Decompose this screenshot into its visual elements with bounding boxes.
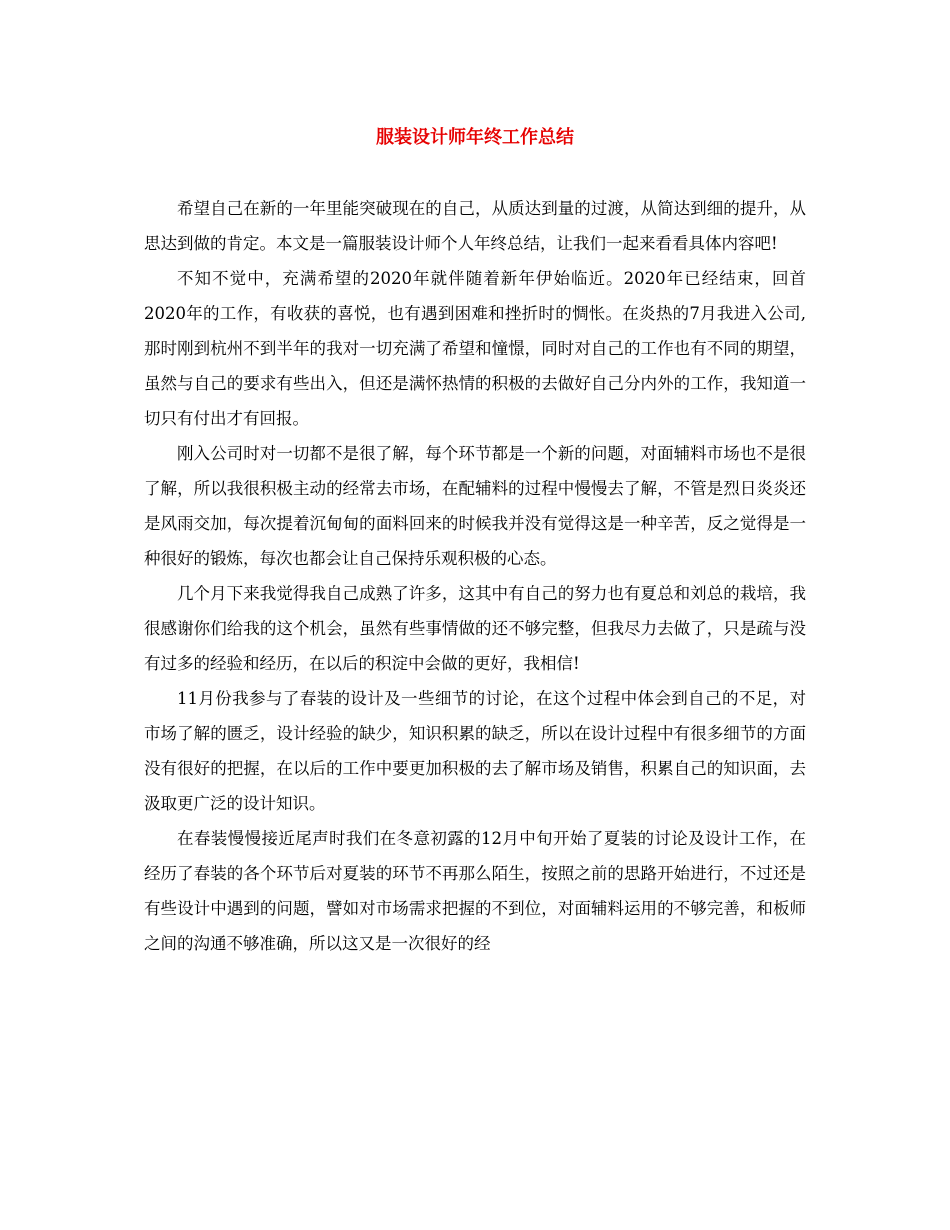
document-body	[144, 191, 806, 961]
paragraph: 刚入公司时对一切都不是很了解，每个环节都是一个新的问题，对面辅料市场也不是很了解，所以我很积极主动的经常去市场，在配辅料的过程中慢慢去了解，不管是烈日炎炎还是风雨交加，每次提着沉甸甸的面料回来的时候我并没有觉得这是一种辛苦，反之觉得是一种很好的锻炼，每次也都会让自己保持乐观积极的心态。	[144, 444, 806, 568]
document-title: 服装设计师年终工作总结	[376, 127, 574, 148]
paragraph: 在春装慢慢接近尾声时我们在冬意初露的12月中旬开始了夏装的讨论及设计工作，在经历了春装的各个环节后对夏装的环节不再那么陌生，按照之前的思路开始进行，不过还是有些设计中遇到的问题，譬如对市场需求把握的不到位，对面辅料运用的不够完善，和板师之间的沟通不够准确，所以这又是一次很好的经	[144, 829, 806, 953]
paragraph: 几个月下来我觉得我自己成熟了许多，这其中有自己的努力也有夏总和刘总的栽培，我很感谢你们给我的这个机会，虽然有些事情做的还不够完整，但我尽力去做了，只是疏与没有过多的经验和经历，在以后的积淀中会做的更好，我相信!	[144, 584, 806, 673]
paragraph: 11月份我参与了春装的设计及一些细节的讨论，在这个过程中体会到自己的不足，对市场了解的匮乏，设计经验的缺少，知识积累的缺乏，所以在设计过程中有很多细节的方面没有很好的把握，在以后的工作中要更加积极的去了解市场及销售，积累自己的知识面，去汲取更广泛的设计知识。	[144, 689, 806, 813]
paragraph: 希望自己在新的一年里能突破现在的自己，从质达到量的过渡，从简达到细的提升，从思达到做的肯定。本文是一篇服装设计师个人年终总结，让我们一起来看看具体内容吧!	[144, 199, 806, 253]
paragraph: 不知不觉中，充满希望的2020年就伴随着新年伊始临近。2020年已经结束，回首2020年的工作，有收获的喜悦，也有遇到困难和挫折时的惆怅。在炎热的7月我进入公司,那时刚到杭州不到半年的我对一切充满了希望和憧憬，同时对自己的工作也有不同的期望，虽然与自己的要求有些出入，但还是满怀热情的积极的去做好自己分内外的工作，我知道一切只有付出才有回报。	[144, 269, 806, 428]
